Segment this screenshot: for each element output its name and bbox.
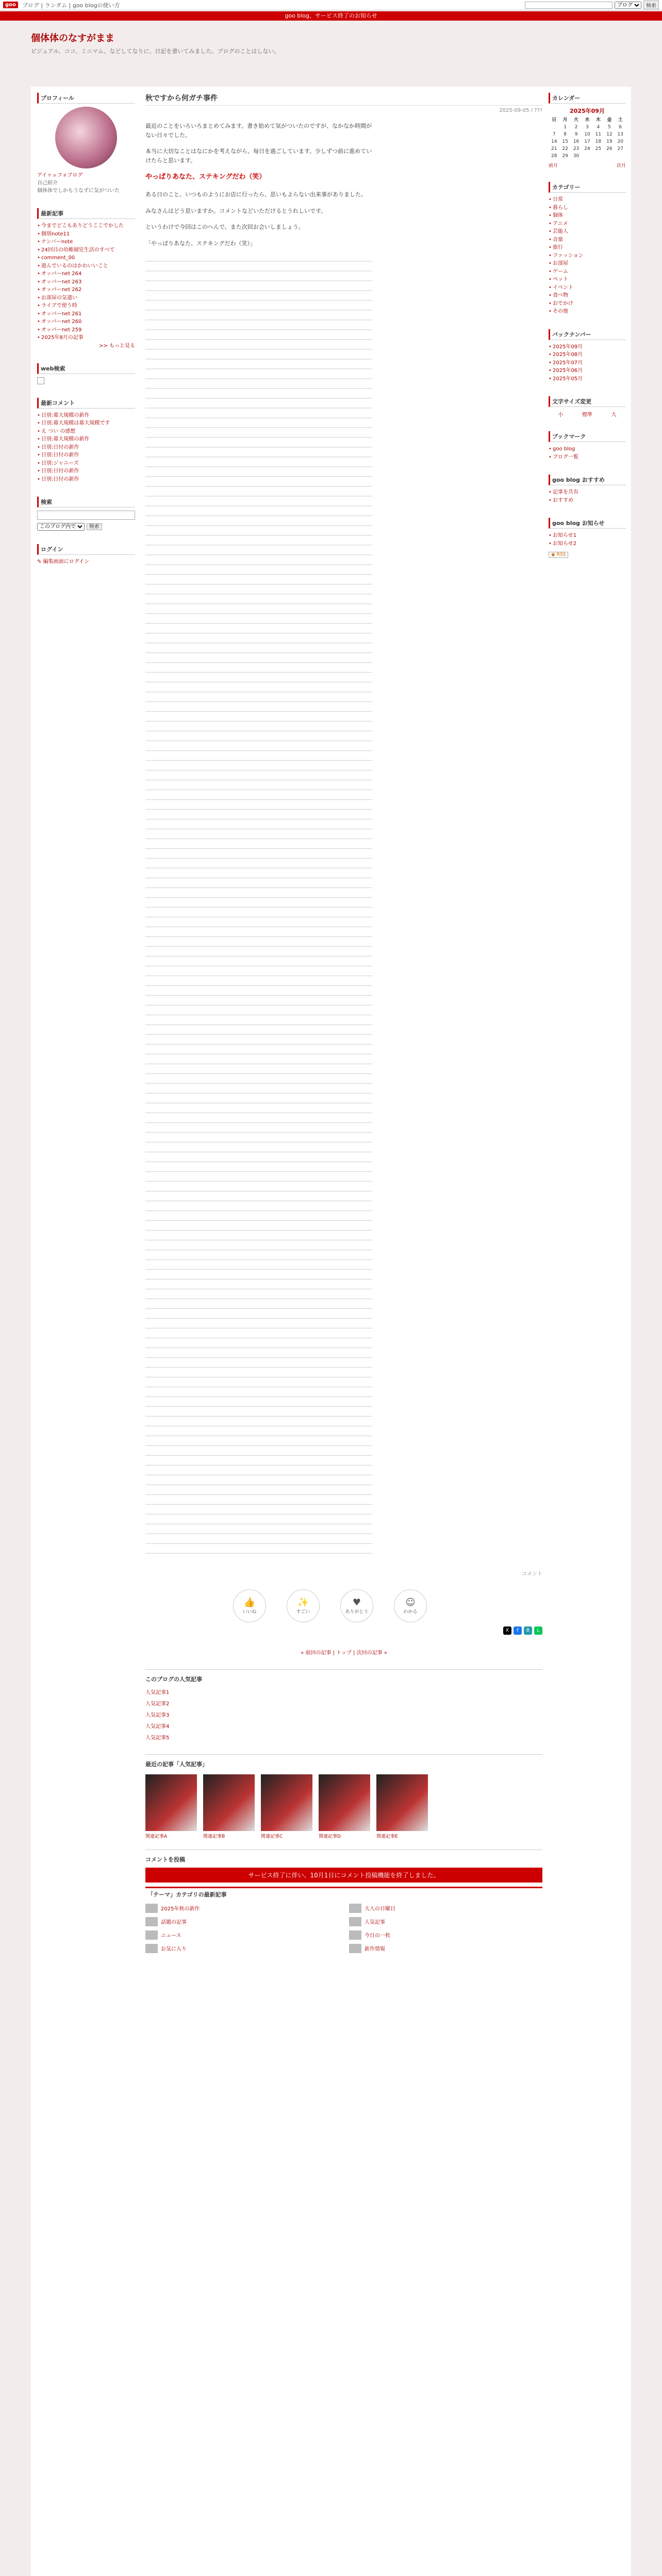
related-thumbnail[interactable] (145, 1774, 197, 1831)
recent-entries-heading: 最新記事 (37, 208, 135, 219)
backnumber-link[interactable]: • 2025年06月 (549, 367, 626, 375)
category-latest-item[interactable] (145, 1917, 339, 1926)
category-link[interactable]: • 旅行 (549, 244, 626, 252)
calendar-heading: カレンダー (549, 93, 626, 104)
login-heading: ログイン (37, 544, 135, 555)
left-sidebar (37, 93, 135, 579)
content-wrapper (31, 87, 631, 2576)
item-label[interactable]: 大人の日曜日 (365, 1906, 395, 1912)
recent-entry-link[interactable]: • オッパーnet 264 (37, 270, 135, 278)
recent-entry-link[interactable]: • ライブで使う時 (37, 302, 135, 310)
calendar-day[interactable]: 18 (595, 139, 602, 144)
reaction-like-button[interactable] (233, 1589, 266, 1622)
comment-post-section (145, 1850, 542, 1953)
calendar-day[interactable]: 23 (573, 146, 580, 151)
comment-post-heading: コメントを投稿 (145, 1856, 185, 1863)
popular-entry-link[interactable]: 人気記事4 (145, 1723, 170, 1730)
calendar-weekday: 日 (552, 117, 557, 123)
recent-entries-box (37, 208, 135, 350)
category-list (549, 196, 626, 316)
related-caption[interactable]: 関連記事E (376, 1834, 398, 1839)
entry-paragraph: 最近のことをいろいろまとめてみます。書き始めて気がついたのですが、なかなか時間がない日々でした。 (145, 123, 372, 139)
category-link[interactable]: • ゲーム (549, 268, 626, 276)
category-box (549, 182, 626, 316)
category-latest-item[interactable] (145, 1904, 339, 1913)
calendar-day[interactable]: 8 (564, 132, 567, 137)
recent-comment-link[interactable]: • 日別:日付の新作 (37, 476, 135, 484)
recent-comment-link[interactable]: • 日別:ジャニーズ (37, 460, 135, 468)
related-entry[interactable] (261, 1774, 312, 1839)
related-entry[interactable] (145, 1774, 197, 1839)
item-label[interactable]: 新作情報 (365, 1946, 385, 1953)
top-bar (0, 0, 662, 10)
font-size-heading: 文字サイズ変更 (549, 396, 626, 407)
entry-paragraph: というわけで今回はこのへんで。また次回お会いしましょう。 (145, 224, 304, 231)
category-link[interactable]: • 芸能人 (549, 228, 626, 236)
category-link[interactable]: • イベント (549, 284, 626, 292)
broken-image-icon (37, 377, 44, 384)
comment-closed-banner[interactable]: サービス終了に伴い、10月1日にコメント投稿機能を終了しました。 (145, 1868, 542, 1883)
service-notice[interactable]: goo blog、サービス終了のお知らせ (0, 11, 662, 21)
item-thumbnail (145, 1917, 158, 1926)
recommend-item[interactable]: • おすすめ (549, 497, 626, 505)
category-link[interactable]: • 食べ物 (549, 292, 626, 300)
category-latest-item[interactable] (349, 1944, 542, 1953)
calendar-day (549, 124, 559, 131)
category-latest-item[interactable] (349, 1917, 542, 1926)
recent-entry-link[interactable]: • 今までどこもありどうここでかした (37, 222, 135, 230)
related-entry[interactable] (203, 1774, 255, 1839)
item-label[interactable]: 人気記事 (365, 1920, 385, 1926)
search-box (37, 497, 135, 531)
category-link[interactable]: • おでかけ (549, 300, 626, 308)
calendar-day[interactable]: 11 (595, 132, 602, 137)
reaction-label: わかる (403, 1609, 418, 1615)
info-item[interactable]: • お知らせ1 (549, 532, 626, 540)
top-links[interactable]: ブログ | ランダム | goo blogの使い方 (22, 2, 120, 9)
info-box (549, 518, 626, 558)
line-share-icon[interactable]: L (534, 1626, 542, 1635)
entry-navigation[interactable]: « 前回の記事 | トップ | 次回の記事 » (301, 1650, 387, 1656)
popular-entries-heading: このブログの人気記事 (145, 1675, 202, 1683)
entry-title[interactable]: 秋ですから何ガチ事件 (145, 93, 542, 106)
category-latest-item[interactable] (349, 1930, 542, 1940)
info-item[interactable]: • お知らせ2 (549, 540, 626, 548)
recent-entries-list (37, 222, 135, 342)
recommend-item[interactable]: • 記事を共有 (549, 488, 626, 497)
rss-label[interactable]: RSS (556, 552, 566, 557)
popular-entry-link[interactable]: 人気記事5 (145, 1735, 170, 1741)
item-thumbnail (145, 1930, 158, 1940)
calendar-day[interactable]: 22 (562, 146, 568, 151)
login-link-text[interactable]: 編集画面にログイン (43, 559, 90, 565)
reaction-wow-button[interactable] (287, 1589, 320, 1622)
calendar-day (615, 152, 626, 160)
recent-entry-link[interactable]: • オッパーnet 262 (37, 286, 135, 294)
rss-button[interactable] (549, 552, 568, 558)
backnumber-heading: バックナンバー (549, 329, 626, 340)
recent-entry-link[interactable]: • オッパーnet 259 (37, 326, 135, 334)
popular-entries-list (145, 1687, 542, 1744)
category-link[interactable]: • その他 (549, 308, 626, 316)
profile-line: 個体体でしかもうなずに気がついた (37, 188, 120, 194)
top-search-input[interactable] (525, 2, 613, 9)
item-thumbnail (349, 1930, 361, 1940)
recent-comment-link[interactable]: • 日別:日付の新作 (37, 444, 135, 452)
calendar-day (604, 152, 615, 160)
calendar-day[interactable]: 2 (574, 125, 578, 130)
category-latest-item[interactable] (349, 1904, 542, 1913)
related-thumbnail[interactable] (376, 1774, 428, 1831)
profile-name[interactable]: アイゥェフォブログ (37, 173, 83, 178)
category-link[interactable]: • アニメ (549, 220, 626, 228)
category-link[interactable]: • ペット (549, 276, 626, 284)
blog-search-button[interactable]: 検索 (87, 523, 102, 530)
right-sidebar (549, 93, 626, 571)
reaction-label: すごい (296, 1609, 310, 1615)
calendar-day[interactable]: 16 (573, 139, 580, 144)
login-box (37, 544, 135, 566)
calendar-month: 2025年09月 (570, 108, 605, 114)
recent-comments-heading: 最新コメント (37, 398, 135, 409)
item-label[interactable]: 話題の記事 (161, 1920, 187, 1926)
related-entries-section (145, 1754, 542, 1839)
calendar-prev-link[interactable]: 前月 (549, 163, 558, 168)
category-heading: カテゴリー (549, 182, 626, 193)
calendar-day[interactable]: 26 (606, 146, 613, 151)
related-thumbnail[interactable] (261, 1774, 312, 1831)
calendar-day[interactable]: 21 (551, 146, 557, 151)
recent-comment-link[interactable]: • 日別:幕大規模は幕大規模です (37, 419, 135, 428)
entry-paragraph: みなさんはどう思いますか。コメントなどいただけるとうれしいです。 (145, 207, 327, 214)
calendar-day[interactable]: 7 (552, 132, 556, 137)
calendar-day[interactable]: 4 (597, 125, 600, 130)
login-link[interactable] (37, 558, 135, 566)
entry-paragraph: ある日のこと。いつものようにお店に行ったら、思いもよらない出来事がありました。 (145, 191, 367, 198)
profile-box (37, 93, 135, 195)
main-column (145, 93, 542, 1953)
item-label[interactable]: お気に入り (161, 1946, 187, 1953)
reaction-label: いいね (242, 1609, 257, 1615)
related-entry[interactable] (376, 1774, 428, 1839)
backnumber-list (549, 343, 626, 383)
blog-search-input[interactable] (37, 511, 135, 520)
entry-long-text-area (145, 256, 542, 1569)
reaction-agree-button[interactable] (394, 1589, 427, 1622)
calendar-day[interactable]: 9 (574, 132, 578, 137)
font-large-button[interactable]: 大 (611, 412, 617, 418)
recommend-heading: goo blog おすすめ (549, 474, 626, 485)
recent-entry-link[interactable]: • 個別note11 (37, 230, 135, 239)
related-entry[interactable] (319, 1774, 370, 1839)
calendar-day[interactable]: 12 (606, 132, 613, 137)
category-latest-grid (145, 1904, 542, 1953)
calendar-day[interactable]: 5 (607, 125, 611, 130)
category-latest-item[interactable] (145, 1930, 339, 1940)
recent-comments-box (37, 398, 135, 484)
reaction-buttons (233, 1589, 542, 1622)
calendar-day[interactable]: 27 (617, 146, 623, 151)
more-link[interactable]: >> もっと見る (99, 343, 135, 349)
popular-entries-section (145, 1669, 542, 1744)
recent-entry-link[interactable]: • オッパーnet 260 (37, 318, 135, 326)
x-share-icon[interactable]: X (503, 1626, 511, 1635)
recent-entry-link[interactable]: • お部屋の気遣い (37, 294, 135, 302)
bookmark-heading: ブックマーク (549, 431, 626, 442)
calendar-weekday: 月 (562, 117, 568, 123)
related-entries-row (145, 1774, 542, 1839)
calendar-weekday: 水 (585, 117, 590, 123)
item-label[interactable]: 今日の一枚 (365, 1933, 390, 1939)
calendar-day[interactable]: 3 (586, 125, 589, 130)
calendar-box (549, 93, 626, 168)
calendar-day (582, 152, 592, 160)
calendar-weekday: 火 (574, 117, 579, 123)
recent-entry-link[interactable]: • 2025年8月の記事 (37, 334, 135, 342)
recent-comment-link[interactable]: • 日別:幕大規模の新作 (37, 412, 135, 420)
bookmark-box (549, 431, 626, 461)
thumbs-up-icon: 👍 (243, 1597, 256, 1608)
entry-paragraph: 「やっぱりあなた、ステキングだわ（笑）」 (145, 240, 256, 247)
category-latest-heading: 「テーマ」カテゴリの最新記事 (145, 1887, 542, 1901)
calendar-weekday: 木 (595, 117, 601, 123)
recent-comment-link[interactable]: • 日別:日付の新作 (37, 451, 135, 460)
entry-paragraph: 本当に大切なことはなにかを考えながら、毎日を過ごしています。少しずつ前に進めていけたらと思います。 (145, 148, 372, 164)
info-heading: goo blog お知らせ (549, 518, 626, 529)
profile-line: 自己紹介 (37, 180, 58, 186)
recent-comment-link[interactable]: • 日別:幕大規模の新作 (37, 435, 135, 444)
popular-entry-link[interactable]: 人気記事3 (145, 1712, 170, 1718)
entry-text-lines (145, 256, 372, 1554)
category-latest-item[interactable] (145, 1944, 339, 1953)
blog-header (31, 31, 631, 77)
profile-heading: プロフィール (37, 93, 135, 104)
recent-comment-link[interactable]: • え つい の感想 (37, 428, 135, 436)
item-thumbnail (145, 1944, 158, 1953)
facebook-share-icon[interactable]: f (514, 1626, 522, 1635)
item-thumbnail (145, 1904, 158, 1913)
related-caption[interactable]: 関連記事D (319, 1834, 341, 1839)
calendar-day[interactable]: 24 (584, 146, 590, 151)
backnumber-box (549, 329, 626, 383)
recent-entry-link[interactable]: • 遊んでいるのはかわいいこと (37, 262, 135, 270)
recent-entry-link[interactable]: • オッパーnet 261 (37, 310, 135, 318)
web-search-box (37, 363, 135, 384)
item-label[interactable]: 2025年秋の新作 (161, 1906, 200, 1912)
entry-date: 2025-09-05 / ??? (499, 108, 542, 113)
calendar-day[interactable]: 6 (619, 125, 622, 130)
calendar-day[interactable]: 25 (595, 146, 602, 151)
calendar-day[interactable]: 10 (584, 132, 590, 137)
comment-count[interactable]: コメント (522, 1571, 542, 1577)
reaction-thanks-button[interactable] (340, 1589, 373, 1622)
category-link[interactable]: • 個体 (549, 212, 626, 220)
bookmark-item[interactable]: • goo blog (549, 445, 626, 453)
related-caption[interactable]: 関連記事A (145, 1834, 168, 1839)
calendar-days (549, 124, 626, 160)
backnumber-link[interactable]: • 2025年07月 (549, 359, 626, 367)
calendar-day[interactable]: 19 (606, 139, 613, 144)
calendar-weekdays (549, 115, 626, 124)
top-search-scope[interactable] (615, 2, 641, 9)
related-entries-heading: 最近の記事「人気記事」 (145, 1760, 208, 1768)
item-thumbnail (349, 1917, 361, 1926)
related-caption[interactable]: 関連記事B (203, 1834, 225, 1839)
goo-logo[interactable]: goo (3, 2, 18, 8)
category-link[interactable]: • 音楽 (549, 236, 626, 244)
smile-icon: ☺ (405, 1597, 416, 1608)
backnumber-link[interactable]: • 2025年08月 (549, 351, 626, 359)
calendar-day[interactable]: 29 (562, 154, 568, 159)
category-link[interactable]: • 暮らし (549, 204, 626, 212)
recommend-box (549, 474, 626, 504)
calendar-day[interactable]: 15 (562, 139, 568, 144)
recent-comment-link[interactable]: • 日別:日付の新作 (37, 467, 135, 476)
category-link[interactable]: • ファッション (549, 252, 626, 260)
recent-entry-link[interactable]: • comment_00 (37, 254, 135, 262)
popular-entry-link[interactable]: 人気記事2 (145, 1701, 170, 1707)
recent-entry-link[interactable]: • 24回目の幼稚園児生活のすべて (37, 246, 135, 255)
pencil-icon: ✎ (37, 559, 42, 565)
calendar-table (549, 115, 626, 160)
item-label[interactable]: ニュース (161, 1933, 181, 1939)
calendar-day[interactable]: 1 (564, 125, 567, 130)
search-heading: 検索 (37, 497, 135, 507)
top-search-button[interactable]: 検索 (643, 1, 659, 9)
blog-search-scope[interactable] (37, 523, 85, 531)
blog-description: ビジュアル、ココ、ミニマム、などしてなりに、日記を書いてみました。ブログのことはしない。 (31, 48, 280, 55)
item-thumbnail (349, 1944, 361, 1953)
share-buttons (145, 1626, 542, 1635)
calendar-day[interactable]: 17 (584, 139, 590, 144)
category-link[interactable]: • お部屋 (549, 260, 626, 268)
category-link[interactable]: • 日常 (549, 196, 626, 204)
calendar-day[interactable]: 28 (551, 154, 557, 159)
calendar-weekday: 金 (607, 117, 612, 123)
rss-icon: ◉ (551, 552, 555, 557)
reaction-label: ありがとう (345, 1609, 369, 1615)
recent-comments-list (37, 412, 135, 484)
related-thumbnail[interactable] (319, 1774, 370, 1831)
hatena-share-icon[interactable]: B (524, 1626, 532, 1635)
calendar-day[interactable]: 14 (551, 139, 557, 144)
bookmark-item[interactable]: • ブログ一覧 (549, 453, 626, 462)
font-normal-button[interactable]: 標準 (582, 412, 592, 418)
backnumber-link[interactable]: • 2025年05月 (549, 375, 626, 383)
calendar-weekday: 土 (618, 117, 623, 123)
font-size-box (549, 396, 626, 418)
blog-title[interactable]: 個体体のなすがまま (31, 33, 114, 44)
calendar-day[interactable]: 30 (573, 154, 580, 159)
font-small-button[interactable]: 小 (558, 412, 564, 418)
heart-icon: ♥ (352, 1597, 361, 1608)
sparkle-icon: ✨ (297, 1597, 309, 1608)
related-caption[interactable]: 関連記事C (261, 1834, 283, 1839)
entry-highlight: やっぱりあなた、ステキングだわ（笑） (145, 173, 266, 181)
entry-body (145, 122, 542, 248)
calendar-day[interactable]: 20 (617, 139, 623, 144)
item-thumbnail (349, 1904, 361, 1913)
calendar-next-link[interactable]: 次月 (616, 163, 626, 168)
backnumber-link[interactable]: • 2025年09月 (549, 343, 626, 351)
related-thumbnail[interactable] (203, 1774, 255, 1831)
calendar-day[interactable]: 13 (617, 132, 623, 137)
avatar[interactable] (55, 107, 117, 168)
popular-entry-link[interactable]: 人気記事1 (145, 1689, 170, 1696)
recent-entry-link[interactable]: • ナンバーnote (37, 238, 135, 246)
recent-entry-link[interactable]: • オッパーnet 263 (37, 278, 135, 286)
calendar-day (593, 152, 604, 160)
web-search-heading: web検索 (37, 363, 135, 374)
